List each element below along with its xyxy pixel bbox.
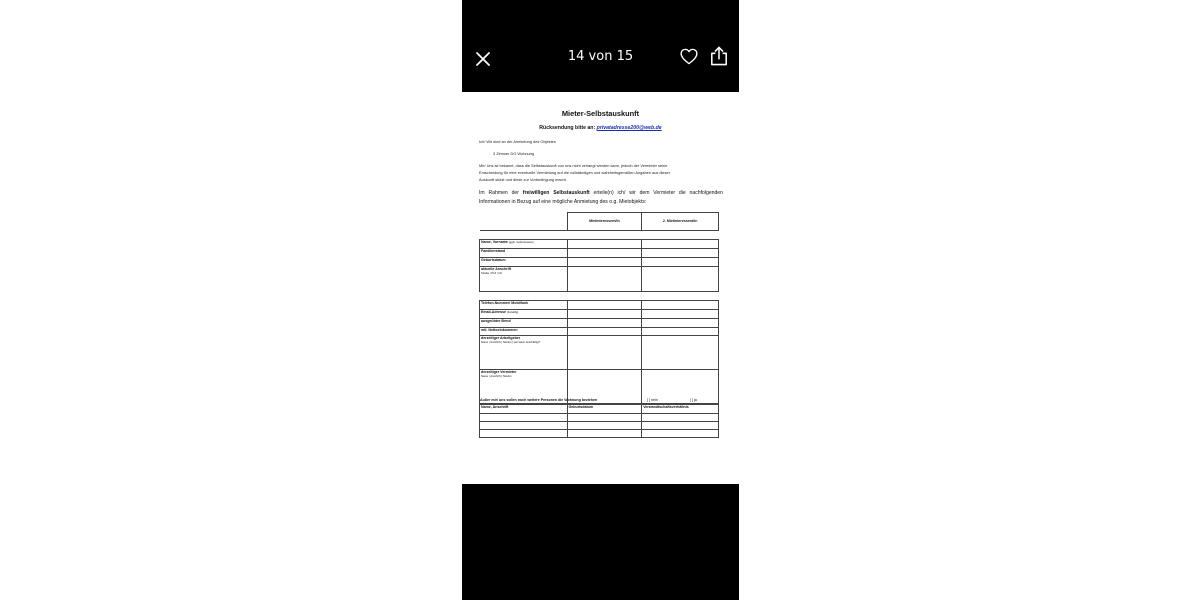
table-row [480, 414, 568, 422]
object-line: 3 Zimmer DG Wohnung [493, 151, 535, 156]
return-address-line [462, 125, 739, 131]
table-row [480, 422, 568, 430]
row-label-arbeitgeber: derzeitiger Arbeitgeber Name | Anschrift | Telefon | seit wann beschäftigt? [480, 336, 568, 370]
notice-line: Entscheidung für eine eventuelle Vermietung auf die vollständigen und wahrheitsgemäßen Angaben aus dieser [479, 170, 670, 175]
option-no: [ ] nein [647, 398, 658, 402]
notice-line: Mir/ Uns ist bekannt, dass die Selbstauskunft von uns nicht verlangt werden kann, jedoch der Vermieter seine [479, 163, 668, 168]
statement-pre: Im Rahmen der [479, 190, 523, 196]
row-label-anschrift: aktuelle Anschrift Straße | PLZ | Ort [480, 267, 568, 292]
persons-table [479, 404, 719, 438]
return-label: Rücksendung bitte an: [539, 125, 596, 131]
row-label-familienstand: Familienstand [480, 249, 568, 258]
row-label-name: Name, Vorname (ggfs. Geburtsname) [480, 240, 568, 249]
row-label-geburtsdatum: Geburtsdatum [480, 258, 568, 267]
notice-line: Auskunft stützt und diese zur Vorbedingung macht. [479, 177, 567, 182]
heart-icon[interactable] [680, 48, 698, 65]
viewer-top-bar [462, 0, 739, 92]
document-title: Mieter-Selbstauskunft [561, 109, 640, 118]
persons-col-birth: Geburtsdatum [567, 405, 642, 414]
statement-paragraph [479, 189, 723, 207]
statement-post: erteile(n) ich/ wir dem Vermieter die nachfolgenden Informationen in Bezug auf eine mögliche Anmietung des o.g. Mietobjekts: [479, 190, 723, 205]
image-counter: 14 von 15 [567, 49, 634, 64]
applicant-table [479, 212, 719, 404]
persons-col-relation: Verwandtschaftsverhältnis [642, 405, 719, 414]
col-header-applicant-1: Mietinteressent/in [567, 213, 642, 231]
share-icon[interactable] [710, 46, 728, 66]
photo-viewer [462, 0, 739, 600]
intro-line: Ich/ Wir sind an der Anmietung des Objektes [479, 139, 556, 144]
persons-question: Außer mir/ uns sollen noch weitere Personen die Wohnung beziehen [480, 398, 598, 402]
return-email-link[interactable]: privatadresse200@web.de [596, 125, 662, 131]
table-row [480, 430, 568, 438]
statement-bold: freiwilligen Selbstauskunft [522, 190, 590, 196]
row-label-beruf: ausgeübter Beruf [480, 319, 568, 328]
row-label-email: Email-Adresse (freiwillig) [480, 310, 568, 319]
option-yes: [ ] ja [690, 398, 697, 402]
row-label-einkommen: mtl. Nettoeinkommen [480, 328, 568, 336]
col-header-applicant-2: 2. Mietinteressent/in [642, 213, 719, 231]
row-label-telefon: Telefon-Nummer/ Mobilfunk [480, 301, 568, 310]
document-image [462, 92, 739, 484]
row-label-vermieter: derzeitiger Vermieter Name | Anschrift | Telefon [480, 370, 568, 404]
persons-col-name: Name, Anschrift [480, 405, 568, 414]
